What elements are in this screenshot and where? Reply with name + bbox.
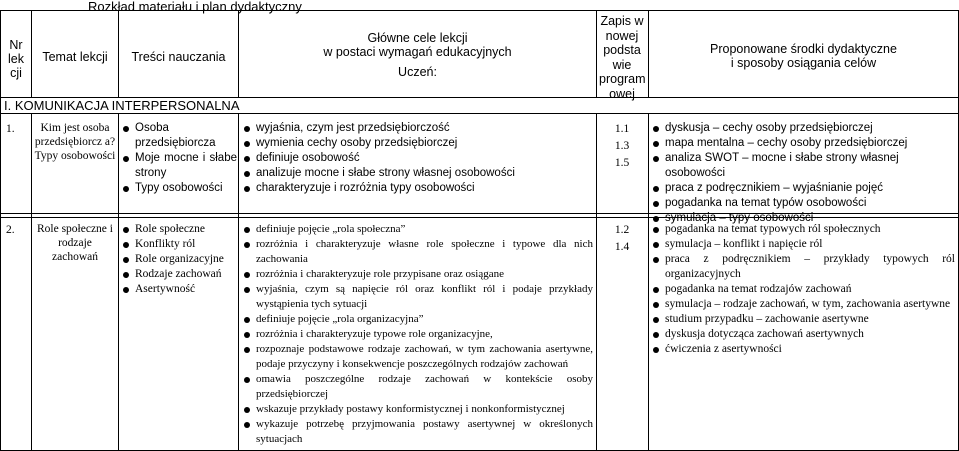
col-border	[118, 113, 119, 450]
list-item: Osoba przedsiębiorcza	[122, 121, 237, 151]
row1-codes	[599, 121, 645, 172]
header-topic: Temat lekcji	[42, 50, 108, 64]
list-item: pogadanka na temat typowych ról społecznych	[652, 222, 955, 237]
list-item: definiuje pojęcie „rola organizacyjna”	[243, 312, 593, 327]
list-item: rozróżnia i charakteryzuje własne role społeczne i typowe dla nich zachowania	[243, 237, 593, 267]
row1-goals	[243, 121, 593, 196]
row2-goals	[243, 222, 593, 447]
list-item: wymienia cechy osoby przedsiębiorczej	[243, 136, 593, 151]
list-item: mapa mentalna – cechy osoby przedsiębiorczej	[652, 136, 955, 151]
list-item: definiuje pojęcie „rola społeczna”	[243, 222, 593, 237]
row2-means	[652, 222, 955, 357]
list-item: rozróżnia i charakteryzuje role przypisane oraz osiągane	[243, 267, 593, 282]
header-goals-line2: w postaci wymagań edukacyjnych	[323, 45, 512, 59]
document-title: Rozkład materiału i plan dydaktyczny	[88, 0, 302, 14]
list-item: rozróżnia i charakteryzuje typowe role organizacyjne,	[243, 327, 593, 342]
list-item: Rodzaje zachowań	[122, 267, 237, 282]
col-border	[238, 10, 239, 97]
row1-nr: 1.	[6, 123, 15, 135]
header-goals-line3: Uczeń:	[398, 65, 437, 79]
header-means-line1: Proponowane środki dydaktyczne	[710, 42, 897, 56]
list-item: ćwiczenia z asertywności	[652, 342, 955, 357]
col-border	[596, 113, 597, 450]
col-border	[31, 113, 32, 450]
section-title: I. KOMUNIKACJA INTERPERSONALNA	[4, 98, 240, 113]
list-item: analiza SWOT – mocne i słabe strony własnej osobowości	[652, 151, 955, 181]
list-item: charakteryzuje i rozróżnia typy osobowości	[243, 181, 593, 196]
col-border	[596, 10, 597, 97]
curriculum-code: 1.5	[614, 157, 630, 169]
curriculum-code: 1.2	[614, 224, 630, 236]
header-content: Treści nauczania	[131, 50, 226, 64]
list-item: omawia poszczególne rodzaje zachowań w kontekście osoby przedsiębiorczej	[243, 372, 593, 402]
list-item: definiuje osobowość	[243, 151, 593, 166]
row1-content	[122, 121, 237, 196]
section-bottom-border	[0, 113, 959, 114]
list-item: studium przypadku – zachowanie asertywne	[652, 312, 955, 327]
header-goals	[241, 31, 594, 79]
list-item: Role społeczne	[122, 222, 237, 237]
row2-content	[122, 222, 237, 297]
list-item: wykazuje potrzebę przyjmowania postawy asertywnej w określonych sytuacjach	[243, 417, 593, 447]
table-top-border	[0, 10, 959, 11]
list-item: wskazuje przykłady postawy konformistycznej i nonkonformistycznej	[243, 402, 593, 417]
list-item: praca z podręcznikiem – wyjaśnianie pojęć	[652, 181, 955, 196]
curriculum-code: 1.4	[614, 241, 630, 253]
list-item: praca z podręcznikiem – przykłady typowych ról organizacyjnych	[652, 252, 955, 282]
list-item: Typy osobowości	[122, 181, 237, 196]
header-means-line2: i sposoby osiągania celów	[730, 56, 877, 70]
col-border	[648, 113, 649, 450]
list-item: Konflikty ról	[122, 237, 237, 252]
row1-topic: Kim jest osoba przedsiębiorcz a? Typy osobowości	[34, 122, 116, 162]
curriculum-code: 1.3	[614, 140, 630, 152]
list-item: rozpoznaje podstawowe rodzaje zachowań, w tym zachowania asertywne, podaje przyczyny i konsekwencje poszczególnych rodzajów zachowań	[243, 342, 593, 372]
list-item: dyskusja dotycząca zachowań asertywnych	[652, 327, 955, 342]
header-means	[651, 42, 956, 70]
list-item: wyjaśnia, czym są napięcie ról oraz konflikt ról i podaje przykłady wystąpienia tych sytuacji	[243, 282, 593, 312]
list-item: symulacja – konflikt i napięcie ról	[652, 237, 955, 252]
row1-means	[652, 121, 955, 226]
row2-nr: 2.	[6, 224, 15, 236]
header-record: Zapis w nowej podsta wie program owej	[599, 14, 646, 101]
col-border	[118, 10, 119, 97]
col-border	[31, 10, 32, 97]
row2-topic: Role społeczne i rodzaje zachowań	[36, 223, 113, 263]
row2-codes	[599, 222, 645, 256]
list-item: symulacja – typy osobowości	[652, 211, 955, 226]
list-item: Asertywność	[122, 282, 237, 297]
list-item: dyskusja – cechy osoby przedsiębiorczej	[652, 121, 955, 136]
list-item: analizuje mocne i słabe strony własnej osobowości	[243, 166, 593, 181]
curriculum-code: 1.1	[614, 123, 630, 135]
col-border	[0, 10, 1, 451]
list-item: Moje mocne i słabe strony	[122, 151, 237, 181]
list-item: pogadanka na temat typów osobowości	[652, 196, 955, 211]
col-border	[648, 10, 649, 97]
list-item: Role organizacyjne	[122, 252, 237, 267]
col-border	[238, 113, 239, 450]
list-item: pogadanka na temat rodzajów zachowań	[652, 282, 955, 297]
header-nr: Nr lek cji	[8, 38, 24, 80]
list-item: wyjaśnia, czym jest przedsiębiorczość	[243, 121, 593, 136]
header-goals-line1: Główne cele lekcji	[367, 31, 468, 45]
list-item: symulacja – rodzaje zachowań, w tym, zachowania asertywne	[652, 297, 955, 312]
